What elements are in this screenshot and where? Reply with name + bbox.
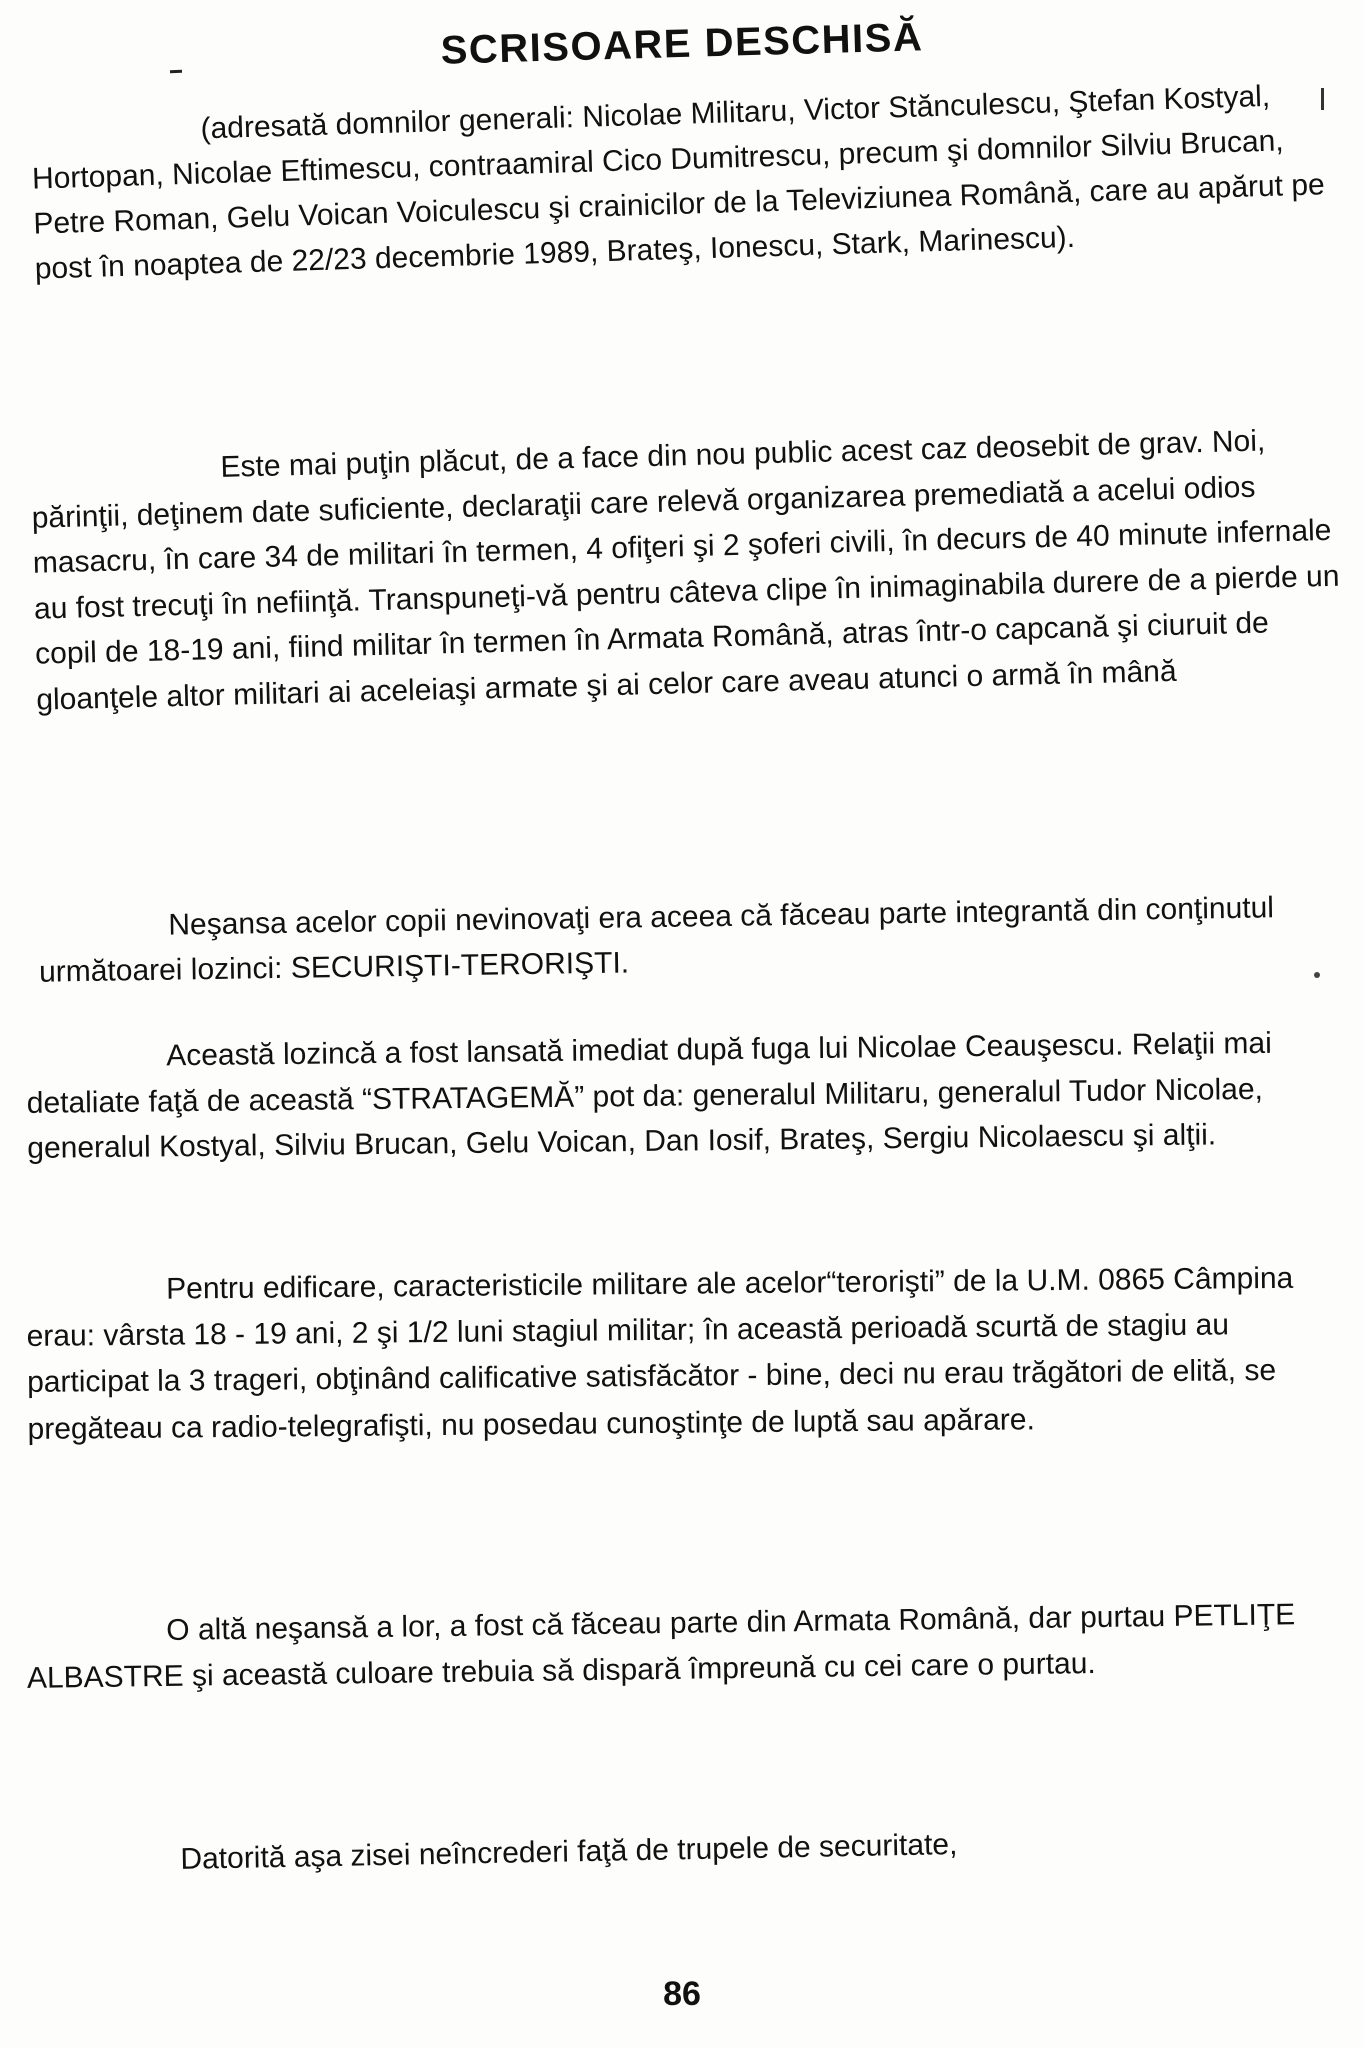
paragraph-body-5 bbox=[20, 1591, 1347, 1701]
paragraph-body-1-text: Este mai puţin plăcut, de a face din nou public acest caz deosebit de grav. Noi, părinţii, deţinem date suficiente, declaraţii care relevă organizarea premediată a acelui odios masacru, în care 34 de militari în termen, 4 ofiţeri şi 2 şoferi civili, în decurs de 40 minute infernale au fost trecuţi în nefiinţă. Transpuneţi-vă pentru câteva clipe în inimaginabila durere de a pierde un copil de 18-19 ani, fiind militar în termen în Armata Română, atras într-o capcană şi ciuruit de gloanţele altor militari ai aceleiaşi armate şi ai celor care aveau atunci o armă în mână bbox=[31, 424, 1340, 717]
paragraph-body-2-text: Neşansa acelor copii nevinovaţi era aceea că făceau parte integrantă din conţinutul următoarei lozinci: SECURIŞTI-TERORIŞTI. bbox=[38, 891, 1275, 989]
paragraph-body-3 bbox=[20, 1020, 1347, 1172]
paragraph-body-6 bbox=[20, 1814, 1351, 1885]
paragraph-addressee bbox=[20, 71, 1355, 292]
paragraph-body-2 bbox=[20, 884, 1359, 995]
page-number: 86 bbox=[663, 1975, 701, 2013]
page-title: SCRISOARE DESCHISĂ bbox=[440, 15, 924, 73]
paragraph-addressee-text: (adresată domnilor generali: Nicolae Militaru, Victor Stănculescu, Ştefan Kostyal, Hortopan, Nicolae Eftimescu, contraamiral Cico Dumitrescu, precum şi domnilor Silviu Brucan, Petre Roman, Gelu Voican Voiculescu şi crainicilor de la Televiziunea Română, care au apărut pe post în noaptea de 22/23 decembrie 1989, Brateş, Ionescu, Stark, Marinescu). bbox=[31, 79, 1326, 286]
paragraph-body-4-text: Pentru edificare, caracteristicile militare ale acelor“terorişti” de la U.M. 0865 Câmpina erau: vârsta 18 - 19 ani, 2 şi 1/2 luni stagiul militar; în această perioadă scurtă de stagiu au participat la 3 trageri, obţinând calificative satisfăcător - bine, deci nu erau trăgători de elită, se pregăteau ca radio-telegrafişti, nu posedau cunoştinţe de luptă sau apărare. bbox=[26, 1261, 1294, 1446]
paragraph-body-3-text: Această lozincă a fost lansată imediat după fuga lui Nicolae Ceauşescu. Relaţii mai detaliate faţă de această “STRATAGEMĂ” pot da: generalul Militaru, generalul Tudor Nicolae, generalul Kostyal, Silviu Brucan, Gelu Voican, Dan Iosif, Brateş, Sergiu Nicolaescu şi alţii. bbox=[26, 1026, 1272, 1166]
paragraph-body-6-text: Datorită aşa zisei neîncrederi faţă de trupele de securitate, bbox=[180, 1828, 958, 1876]
paragraph-body-5-text: O altă neşansă a lor, a fost că făceau parte din Armata Română, dar purtau PETLIŢE ALBASTRE şi această culoare trebuia să dispară împreună cu cei care o purtau. bbox=[26, 1598, 1296, 1695]
paragraph-body-4 bbox=[20, 1255, 1348, 1452]
paragraph-body-1 bbox=[20, 416, 1356, 723]
